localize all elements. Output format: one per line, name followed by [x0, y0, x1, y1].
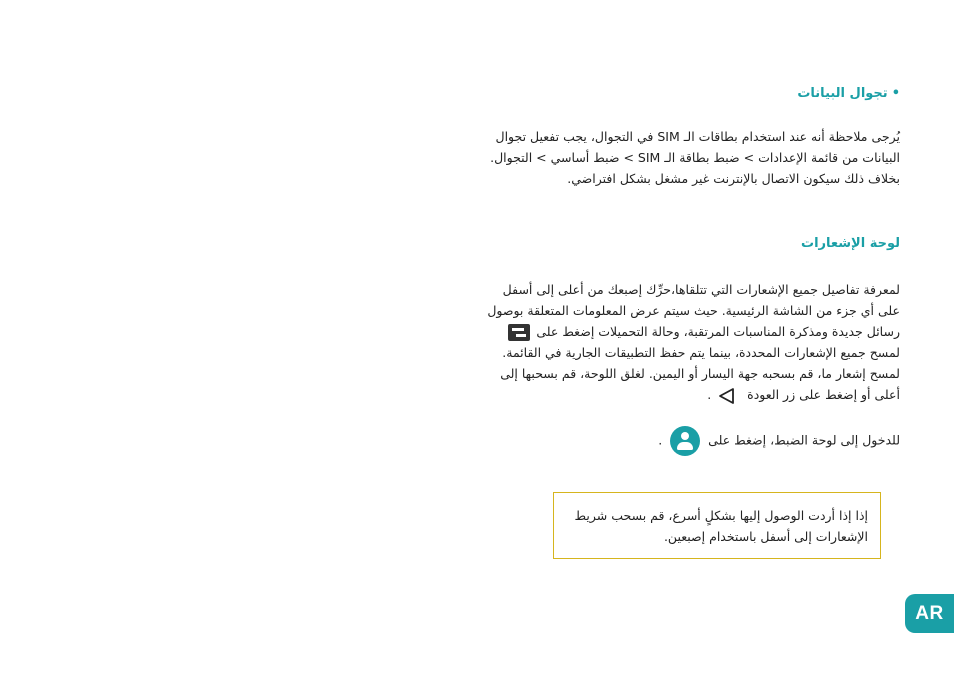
- roaming-heading-text: تجوال البيانات: [797, 86, 888, 101]
- tip-text: إذا إذا أردت الوصول إليها بشكلٍ أسرع، قم بسحب شريط الإشعارات إلى أسفل باستخدام إصبعين.: [574, 508, 868, 544]
- notification-panel-heading: [480, 236, 900, 251]
- panel-text-part1: لمعرفة تفاصيل جميع الإشعارات التي تتلقاها،حرِّك إصبعك من أعلى إلى أسفل على أي جزء من الشاشة الرئيسية. حيث سيتم عرض المعلومات المتعلقة بوصول رسائل جديدة ومذكرة المناسبات المرتقبة، وحالة التحميلات إضغط على: [487, 282, 900, 339]
- settings-access-text: للدخول إلى لوحة الضبط، إضغط على: [708, 432, 900, 448]
- roaming-section-body: [480, 126, 900, 189]
- settings-access-paragraph: [480, 426, 900, 456]
- language-badge: AR: [905, 594, 954, 633]
- notification-panel-paragraph: [480, 279, 900, 406]
- settings-access-line: [480, 426, 900, 456]
- clear-all-icon: [508, 324, 530, 341]
- notification-panel-body: [480, 279, 900, 406]
- heading-bullet: •: [891, 86, 900, 101]
- back-triangle-icon: [717, 386, 737, 406]
- roaming-section-heading: [480, 86, 900, 101]
- panel-text-part2: لمسح جميع الإشعارات المحددة، بينما يتم حفظ التطبيقات الجارية في القائمة. لمسح إشعار ما، قم بسحبه جهة اليسار أو اليمين. لغلق اللوحة، قم بسحبها إلى أعلى أو إضغط على زر العودة: [500, 345, 900, 402]
- panel-text-end: .: [707, 387, 712, 402]
- tip-box: [553, 492, 881, 559]
- notification-panel-heading-text: لوحة الإشعارات: [801, 236, 900, 251]
- settings-access-end: .: [658, 432, 663, 448]
- roaming-paragraph: يُرجى ملاحظة أنه عند استخدام بطاقات الـ SIM في التجوال، يجب تفعيل تجوال البيانات من قائمة الإعدادات > ضبط بطاقة الـ SIM > ضبط أساسي > التجوال. بخلاف ذلك سيكون الاتصال بالإنترنت غير مشغل بشكل افتراضي.: [490, 129, 900, 186]
- user-avatar-icon: [670, 426, 700, 456]
